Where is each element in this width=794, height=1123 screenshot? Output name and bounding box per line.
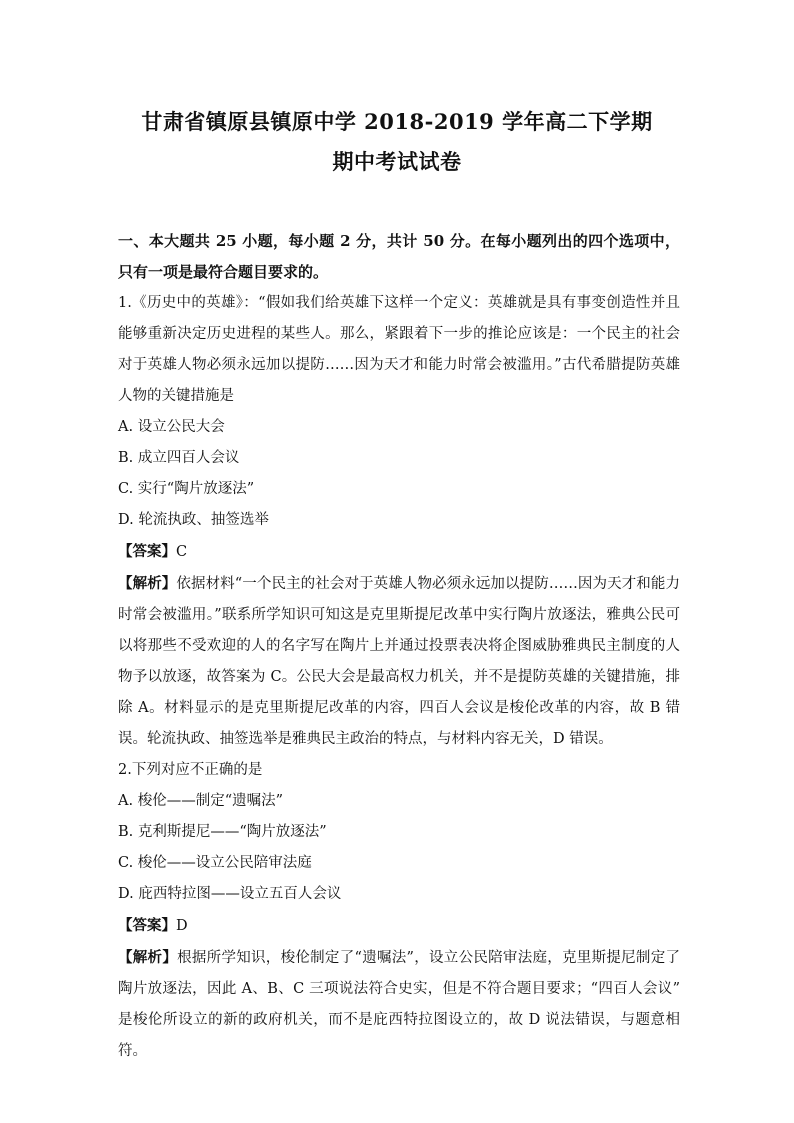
option-d: D. 庇西特拉图——设立五百人会议 <box>118 886 342 902</box>
option-c: C. 实行“陶片放逐法” <box>118 481 255 497</box>
exam-title-line1: 甘肃省镇原县镇原中学 2018-2019 学年高二下学期 <box>141 109 653 134</box>
analysis-tag: 【解析】 <box>118 949 178 966</box>
exam-content <box>118 226 680 1067</box>
analysis-paragraph <box>118 942 680 1067</box>
section-header: 一、本大题共 25 小题，每小题 2 分，共计 50 分。在每小题列出的四个选项中，只有一项是最符合题目要求的。 <box>118 232 680 281</box>
answer-tag: 【答案】 <box>118 917 176 934</box>
option-b: B. 成立四百人会议 <box>118 450 240 466</box>
answer-line <box>118 910 680 942</box>
question-stem: 2.下列对应不正确的是 <box>118 762 263 778</box>
analysis-text: 依据材料“一个民主的社会对于英雄人物必须永远加以提防……因为天才和能力时常会被滥用。”联系所学知识可知这是克里斯提尼改革中实行陶片放逐法，雅典公民可以将那些不受欢迎的人的名字写在陶片上并通过投票表决将企图威胁雅典民主制度的人物予以放逐，故答案为 C。公民大会是最高权力机关，并不是提防英雄的关键措施，排除 A。材料显示的是克里斯提尼改革的内容，四百人会议是梭伦改革的内容，故 B 错误。轮流执政、抽签选举是雅典民主政治的特点，与材料内容无关，D 错误。 <box>118 576 680 747</box>
answer-tag: 【答案】 <box>118 543 176 560</box>
option-a: A. 梭伦——制定“遗嘱法” <box>118 793 284 809</box>
answer-value: C <box>176 544 188 560</box>
question-2 <box>118 755 680 1067</box>
analysis-text: 根据所学知识，梭伦制定了“遗嘱法”，设立公民陪审法庭，克里斯提尼制定了陶片放逐法，因此 A、B、C 三项说法符合史实，但是不符合题目要求；“四百人会议” 是梭伦所设立的新的政府机关，而不是庇西特拉图设立的，故 D 说法错误，与题意相符。 <box>118 950 680 1059</box>
question-1 <box>118 288 680 755</box>
answer-value: D <box>176 918 188 934</box>
option-c: C. 梭伦——设立公民陪审法庭 <box>118 855 312 871</box>
analysis-paragraph <box>118 568 680 755</box>
answer-line <box>118 536 680 568</box>
option-d: D. 轮流执政、抽签选举 <box>118 512 269 528</box>
analysis-tag: 【解析】 <box>118 575 177 592</box>
exam-title-line2: 期中考试试卷 <box>332 149 462 174</box>
option-b: B. 克利斯提尼——“陶片放逐法” <box>118 824 327 840</box>
question-stem: 1.《历史中的英雄》：“假如我们给英雄下这样一个定义：英雄就是具有事变创造性并且能够重新决定历史进程的某些人。那么，紧跟着下一步的推论应该是：一个民主的社会对于英雄人物必须永远加以提防……因为天才和能力时常会被滥用。”古代希腊提防英雄人物的关键措施是 <box>118 295 680 404</box>
option-a: A. 设立公民大会 <box>118 419 225 435</box>
